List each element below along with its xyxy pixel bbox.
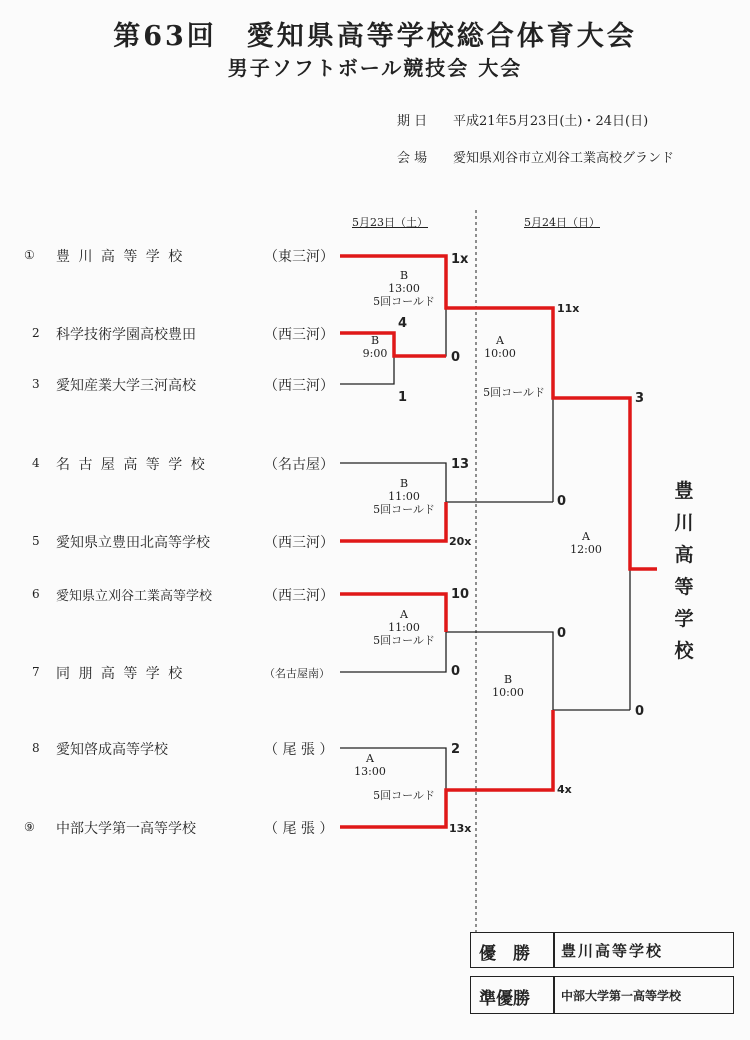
game-note: 5回コールド (373, 295, 435, 308)
game-note: 5回コールド (373, 634, 435, 647)
team-seed: 7 (32, 665, 40, 679)
team-region: （西三河） (264, 327, 334, 343)
score: 4x (557, 783, 572, 796)
score: 20x (449, 535, 472, 548)
champion-vertical-name (669, 475, 699, 667)
runnerup-label: 準優勝 (479, 989, 530, 1009)
game-court: A (366, 752, 374, 765)
team-seed: ⑨ (24, 820, 35, 834)
runnerup-box (470, 976, 734, 1014)
team-region: （東三河） (264, 249, 334, 265)
runnerup-value: 中部大学第一高等学校 (561, 989, 682, 1003)
team-region: （ 尾 張 ） (264, 821, 334, 837)
game-court: B (399, 269, 409, 282)
score: 4 (398, 316, 408, 331)
champion-char: 等 (674, 576, 694, 598)
game-info (362, 269, 446, 308)
team-name: 愛知啓成高等学校 (56, 742, 168, 758)
venue-label: 会 場 (397, 151, 428, 166)
game-court: A (582, 530, 590, 543)
team-seed: 2 (32, 326, 40, 340)
team-seed: 4 (32, 456, 40, 470)
score: 1x (451, 252, 469, 267)
winner-box (470, 932, 734, 968)
score: 13x (449, 822, 472, 835)
score: 2 (451, 742, 461, 757)
game-info (340, 752, 400, 778)
team-region: （名古屋） (264, 457, 334, 473)
game-court: B (503, 673, 513, 686)
team-region: （ 尾 張 ） (264, 742, 334, 758)
champion-char: 川 (674, 512, 694, 534)
game-note: 5回コールド (373, 503, 435, 516)
winner-divider (553, 933, 555, 967)
game-note: 5回コールド (373, 789, 435, 802)
day2-label: 5月24日（日） (524, 216, 600, 229)
game-court: A (496, 334, 504, 347)
team-name: 豊 川 高 等 学 校 (56, 249, 185, 265)
game-time: 11:00 (388, 621, 420, 634)
venue-value: 愛知県刈谷市立刈谷工業高校グランド (453, 151, 675, 166)
team-seed: 3 (32, 377, 40, 391)
team-name: 名 古 屋 高 等 学 校 (56, 457, 207, 473)
team-region: （西三河） (264, 378, 334, 394)
date-label: 期 日 (397, 114, 428, 129)
champion-char: 高 (674, 544, 694, 566)
game-time: 13:00 (388, 282, 420, 295)
game-time: 12:00 (570, 543, 602, 556)
score: 0 (451, 350, 461, 365)
score: 0 (557, 494, 567, 509)
game-info (556, 530, 616, 556)
team-name: 愛知県立豊田北高等学校 (56, 535, 210, 551)
score: 3 (635, 391, 645, 406)
champion-char: 豊 (674, 480, 694, 502)
team-seed: 5 (32, 534, 40, 548)
game-time: 10:00 (484, 347, 516, 360)
game-info (470, 334, 530, 360)
score: 0 (635, 704, 645, 719)
game-info (362, 477, 446, 516)
page-title: 第63回 愛知県高等学校総合体育大会 (113, 21, 637, 52)
score: 10 (451, 587, 470, 602)
champion-char: 学 (674, 608, 694, 630)
team-region: （名古屋南） (264, 667, 330, 680)
team-seed: 6 (32, 587, 40, 601)
score: 11x (557, 302, 580, 315)
team-name: 同 朋 高 等 学 校 (56, 666, 185, 682)
game-note: 5回コールド (483, 386, 545, 399)
team-seed: 8 (32, 741, 40, 755)
team-region: （西三河） (264, 588, 334, 604)
champion-char: 校 (674, 640, 694, 662)
team-seed: ① (24, 248, 35, 262)
game-info (362, 608, 446, 647)
game-time: 11:00 (388, 490, 420, 503)
game-court: B (370, 334, 380, 347)
score: 13 (451, 457, 470, 472)
team-region: （西三河） (264, 535, 334, 551)
team-name: 中部大学第一高等学校 (56, 821, 196, 837)
team-name: 愛知県立刈谷工業高等学校 (56, 589, 213, 604)
game-time: 10:00 (492, 686, 524, 699)
score: 1 (398, 390, 408, 405)
team-name: 愛知産業大学三河高校 (56, 378, 196, 394)
day1-label: 5月23日（土） (352, 216, 428, 229)
score: 0 (451, 664, 461, 679)
game-info (345, 334, 405, 360)
runnerup-divider (553, 977, 555, 1013)
page-subtitle: 男子ソフトボール競技会 大会 (227, 56, 523, 80)
score: 0 (557, 626, 567, 641)
game-court: B (399, 477, 409, 490)
winner-value: 豊川高等学校 (561, 942, 664, 960)
winner-label: 優 勝 (479, 944, 530, 964)
game-info (478, 673, 538, 699)
team-name: 科学技術学園高校豊田 (56, 327, 196, 343)
date-value: 平成21年5月23日(土)・24日(日) (453, 114, 649, 129)
game-time: 9:00 (362, 347, 388, 360)
game-court: A (400, 608, 408, 621)
game-time: 13:00 (354, 765, 386, 778)
